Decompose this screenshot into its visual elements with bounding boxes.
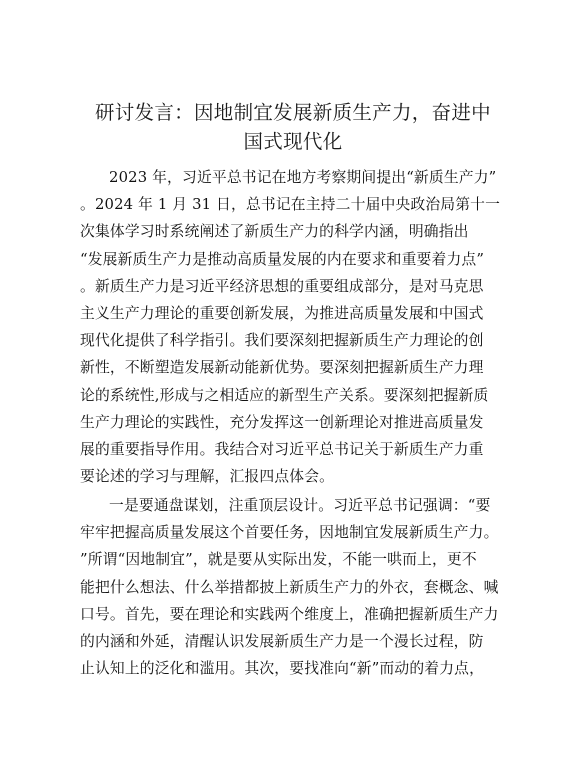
paragraph-line: 现代化提供了科学指引。我们要深刻把握新质生产力理论的创 bbox=[80, 332, 484, 350]
paragraph-line: 的内涵和外延，清醒认识发展新质生产力是一个漫长过程，防 bbox=[80, 632, 484, 650]
paragraph-line: 牢牢把握高质量发展这个首要任务，因地制宜发展新质生产力。 bbox=[80, 524, 499, 542]
paragraph-line: 新性，不断塑造发展新动能新优势。要深刻把握新质生产力理 bbox=[80, 359, 484, 377]
title-line-2: 国式现代化 bbox=[243, 130, 343, 153]
paragraph-line: “发展新质生产力是推动高质量发展的内在要求和重要着力点” bbox=[80, 250, 485, 268]
paragraph-2 bbox=[80, 492, 512, 682]
paragraph-line: 2023 年，习近平总书记在地方考察期间提出“新质生产力” bbox=[109, 169, 497, 186]
paragraph-line: 次集体学习时系统阐述了新质生产力的科学内涵，明确指出 bbox=[80, 223, 469, 241]
paragraph-line: ”所谓“因地制宜”，就是要从实际出发，不能一哄而上，更不 bbox=[80, 551, 477, 569]
paragraph-line: 口号。首先，要在理论和实践两个维度上，准确把握新质生产力 bbox=[80, 605, 499, 623]
paragraph-1 bbox=[80, 164, 512, 490]
paragraph-line: 。新质生产力是习近平经济思想的重要组成部分，是对马克思 bbox=[80, 277, 484, 295]
title-line-1: 研讨发言：因地制宜发展新质生产力，奋进中 bbox=[94, 101, 491, 124]
paragraph-line: 展的重要指导作用。我结合对习近平总书记关于新质生产力重 bbox=[80, 440, 484, 458]
paragraph-line: 要论述的学习与理解，汇报四点体会。 bbox=[80, 468, 335, 486]
document-title bbox=[80, 98, 506, 156]
paragraph-line: 止认知上的泛化和滥用。其次，要找准向“新”而动的着力点， bbox=[80, 660, 485, 678]
paragraph-line: 。2024 年 1 月 31 日，总书记在主持二十届中央政治局第十一 bbox=[80, 196, 501, 214]
paragraph-line: 主义生产力理论的重要创新发展，为推进高质量发展和中国式 bbox=[80, 304, 484, 322]
paragraph-line: 一是要通盘谋划，注重顶层设计。习近平总书记强调：“要 bbox=[109, 497, 491, 514]
paragraph-line: 生产力理论的实践性，充分发挥这一创新理论对推进高质量发 bbox=[80, 413, 484, 431]
paragraph-line: 能把什么想法、什么举措都披上新质生产力的外衣，套概念、喊 bbox=[80, 578, 499, 596]
paragraph-line: 论的系统性,形成与之相适应的新型生产关系。要深刻把握新质 bbox=[80, 386, 489, 404]
